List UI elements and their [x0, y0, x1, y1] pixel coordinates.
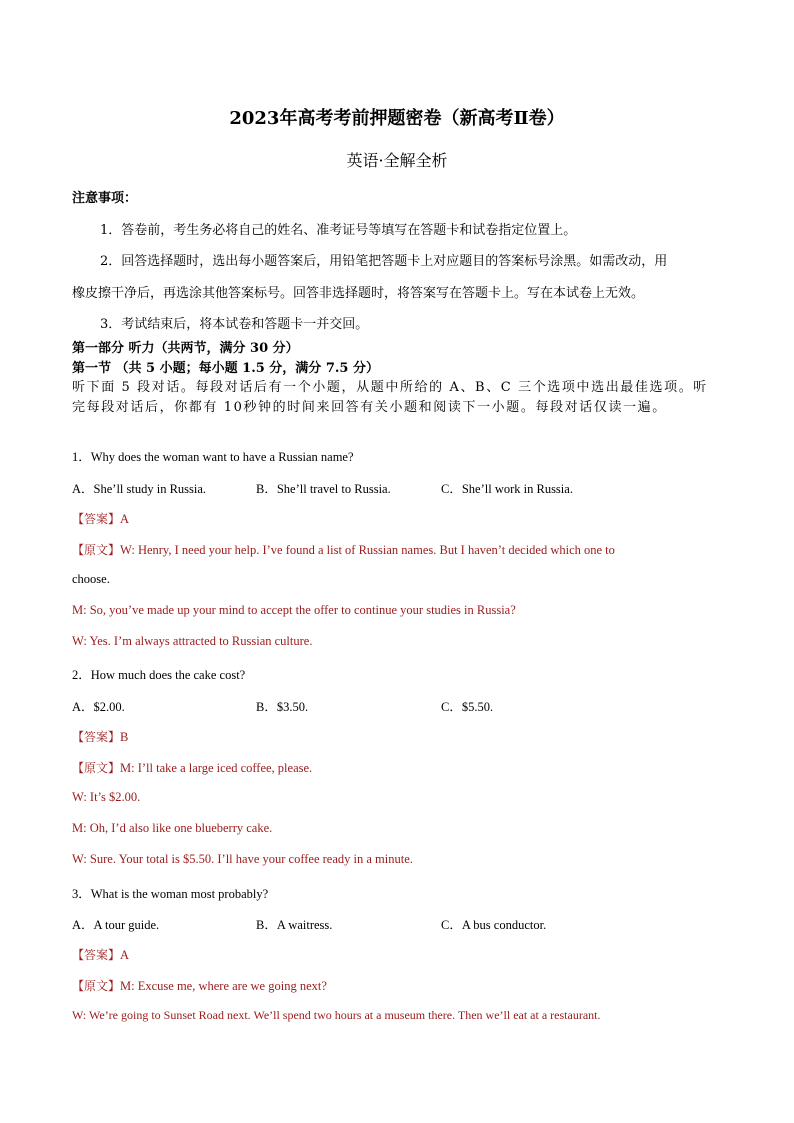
- question-1-transcript-line-1: [72, 541, 615, 558]
- question-3-option-c: C．A bus conductor.: [441, 918, 547, 932]
- notice-item-2: 2．回答选择题时，选出每小题答案后，用铅笔把答题卡上对应题目的答案标号涂黑。如需改动，用: [100, 254, 668, 269]
- section-heading: 第一节 （共 5 小题；每小题 1.5 分，满分 7.5 分）: [72, 361, 379, 376]
- question-1-option-b: B．She’ll travel to Russia.: [256, 482, 391, 496]
- question-3-option-a: A．A tour guide.: [72, 918, 160, 932]
- notice-item-1: 1．答卷前，考生务必将自己的姓名、准考证号等填写在答题卡和试卷指定位置上。: [100, 223, 577, 238]
- answer-value: A: [120, 948, 130, 962]
- question-2-transcript-line-1: [72, 759, 312, 776]
- notice-item-3: 3．考试结束后，将本试卷和答题卡一并交回。: [100, 317, 369, 332]
- question-1-option-c: C．She’ll work in Russia.: [441, 482, 573, 496]
- answer-value: A: [120, 512, 130, 526]
- question-1-transcript-line-2: choose.: [72, 572, 110, 586]
- question-1: 1．Why does the woman want to have a Russian name?: [72, 450, 354, 464]
- question-1-option-a: A．She’ll study in Russia.: [72, 482, 207, 496]
- transcript-tag: 【原文】: [72, 543, 121, 557]
- question-1-transcript-line-3: M: So, you’ve made up your mind to accept the offer to continue your studies in Russia?: [72, 603, 516, 617]
- question-3-answer: [72, 946, 129, 963]
- question-2-option-b: B．$3.50.: [256, 700, 309, 714]
- page-subtitle: 英语·全解全析: [346, 151, 448, 170]
- question-2: 2．How much does the cake cost?: [72, 668, 246, 682]
- answer-value: B: [120, 730, 129, 744]
- notice-heading: 注意事项：: [72, 191, 138, 206]
- question-1-answer: [72, 510, 129, 527]
- question-2-transcript-line-3: M: Oh, I’d also like one blueberry cake.: [72, 821, 273, 835]
- notice-item-2-cont: 橡皮擦干净后，再选涂其他答案标号。回答非选择题时，将答案写在答题卡上。写在本试卷上无效。: [72, 286, 645, 301]
- question-2-option-a: A．$2.00.: [72, 700, 125, 714]
- question-3: 3．What is the woman most probably?: [72, 887, 269, 901]
- transcript-text: W: Henry, I need your help. I’ve found a list of Russian names. But I haven’t decided which one to: [120, 543, 615, 557]
- question-1-transcript-line-4: W: Yes. I’m always attracted to Russian culture.: [72, 634, 313, 648]
- question-2-transcript-line-4: W: Sure. Your total is $5.50. I’ll have your coffee ready in a minute.: [72, 852, 413, 866]
- section-intro: 听下面 5 段对话。每段对话后有一个小题，从题中所给的 A、B、C 三个选项中选出最佳选项。听完每段对话后，你都有 10秒钟的时间来回答有关小题和阅读下一小题。每段对话仅读一遍。: [72, 380, 708, 415]
- question-2-transcript-line-2: W: It’s $2.00.: [72, 790, 141, 804]
- transcript-tag: 【原文】: [72, 761, 121, 775]
- page-title: 2023年高考考前押题密卷（新高考Ⅱ卷）: [229, 108, 565, 129]
- question-3-option-b: B．A waitress.: [256, 918, 333, 932]
- question-2-option-c: C．$5.50.: [441, 700, 494, 714]
- answer-tag: 【答案】: [72, 948, 121, 962]
- question-3-transcript-line-2: W: We’re going to Sunset Road next. We’ll spend two hours at a museum there. Then we’ll eat at a restaurant.: [72, 1008, 601, 1022]
- answer-tag: 【答案】: [72, 730, 121, 744]
- transcript-tag: 【原文】: [72, 979, 121, 993]
- question-2-answer: [72, 728, 128, 745]
- transcript-text: M: I’ll take a large iced coffee, please.: [120, 761, 313, 775]
- answer-tag: 【答案】: [72, 512, 121, 526]
- question-3-transcript-line-1: [72, 977, 327, 994]
- transcript-text: M: Excuse me, where are we going next?: [120, 979, 327, 993]
- part-heading: 第一部分 听力（共两节，满分 30 分）: [72, 341, 299, 356]
